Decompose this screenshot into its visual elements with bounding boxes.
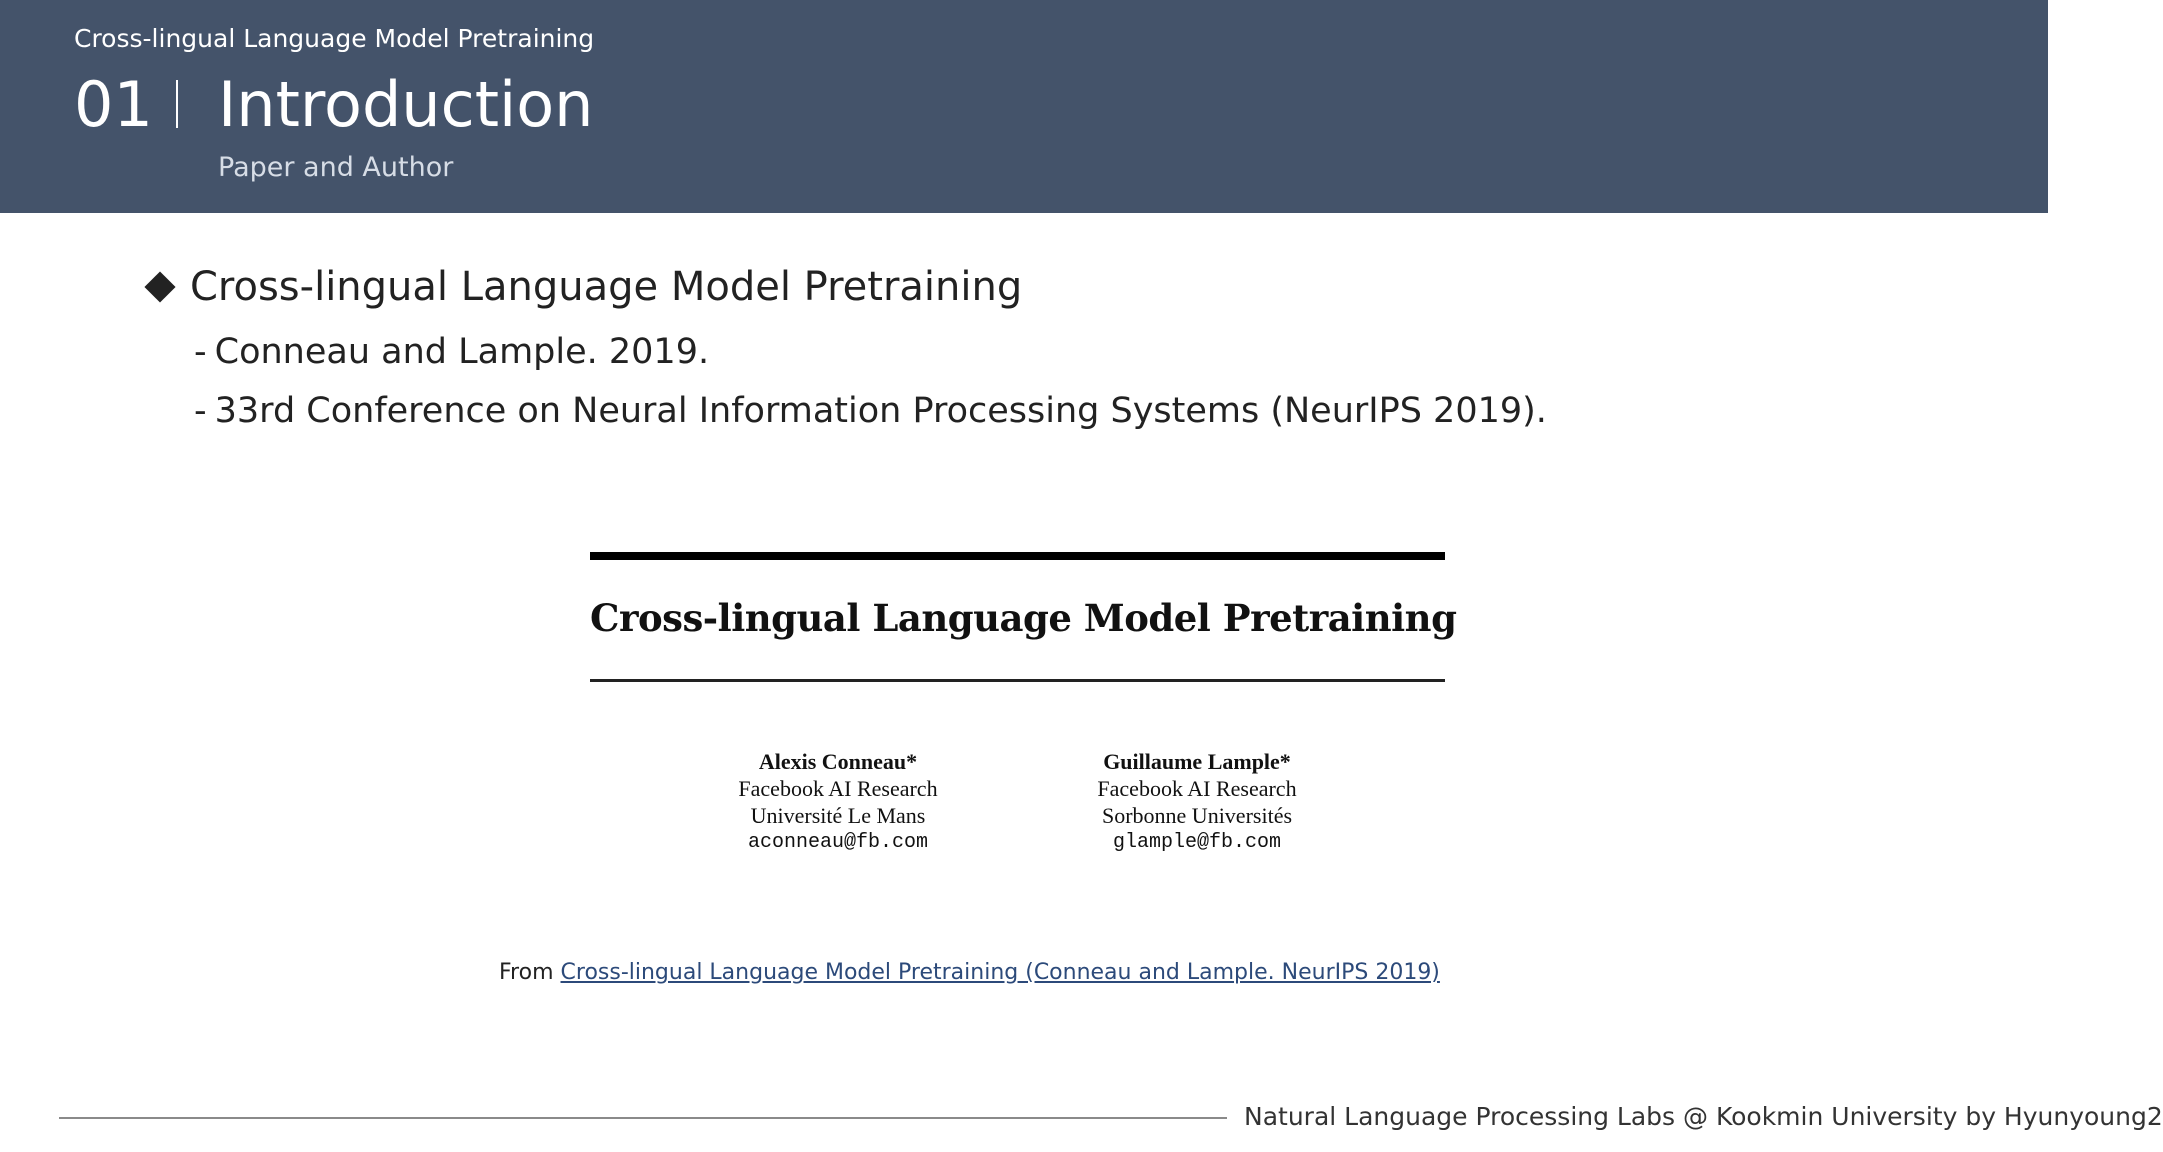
section-title: Introduction: [218, 68, 594, 141]
author-email: aconneau@fb.com: [747, 831, 929, 854]
author-affiliation: Sorbonne Universités: [1101, 803, 1293, 828]
paper-bottom-rule: [590, 679, 1445, 682]
dash-marker: -: [194, 391, 207, 431]
author-name: Guillaume Lample*: [1103, 749, 1291, 774]
footer-credit: Natural Language Processing Labs @ Kookmin University by Hyunyoung2: [1244, 1102, 2163, 1131]
footer-divider: [59, 1117, 1227, 1119]
sub-item-authors: [194, 332, 709, 372]
author-block-lample: [1067, 748, 1327, 856]
paper-top-rule: [590, 552, 1445, 560]
section-number: 01: [74, 68, 153, 141]
author-name: Alexis Conneau*: [758, 749, 918, 774]
author-affiliation: Facebook AI Research: [738, 776, 938, 801]
sub-item-conference: [194, 391, 1547, 431]
slide-header: [0, 0, 2048, 213]
header-topic: Cross-lingual Language Model Pretraining: [74, 24, 595, 53]
diamond-bullet-icon: [144, 271, 175, 302]
dash-marker: -: [194, 332, 207, 372]
main-bullet-text: Cross-lingual Language Model Pretraining: [190, 264, 1023, 310]
author-email: glample@fb.com: [1112, 831, 1282, 854]
sub-item-text: 33rd Conference on Neural Information Processing Systems (NeurIPS 2019).: [214, 391, 1547, 431]
paper-title: Cross-lingual Language Model Pretraining: [590, 596, 1457, 640]
author-affiliation: Facebook AI Research: [1097, 776, 1297, 801]
sub-item-text: Conneau and Lample. 2019.: [214, 332, 710, 372]
paper-header-image: [590, 552, 1457, 862]
source-link[interactable]: Cross-lingual Language Model Pretraining (Conneau and Lample. NeurIPS 2019): [560, 960, 1440, 985]
author-affiliation: Université Le Mans: [750, 803, 926, 828]
source-citation: [499, 960, 1440, 985]
section-subtitle: Paper and Author: [218, 152, 454, 183]
source-prefix: From: [499, 960, 554, 985]
header-divider: [176, 80, 178, 128]
main-bullet: [143, 262, 1022, 312]
author-block-conneau: [708, 748, 968, 856]
